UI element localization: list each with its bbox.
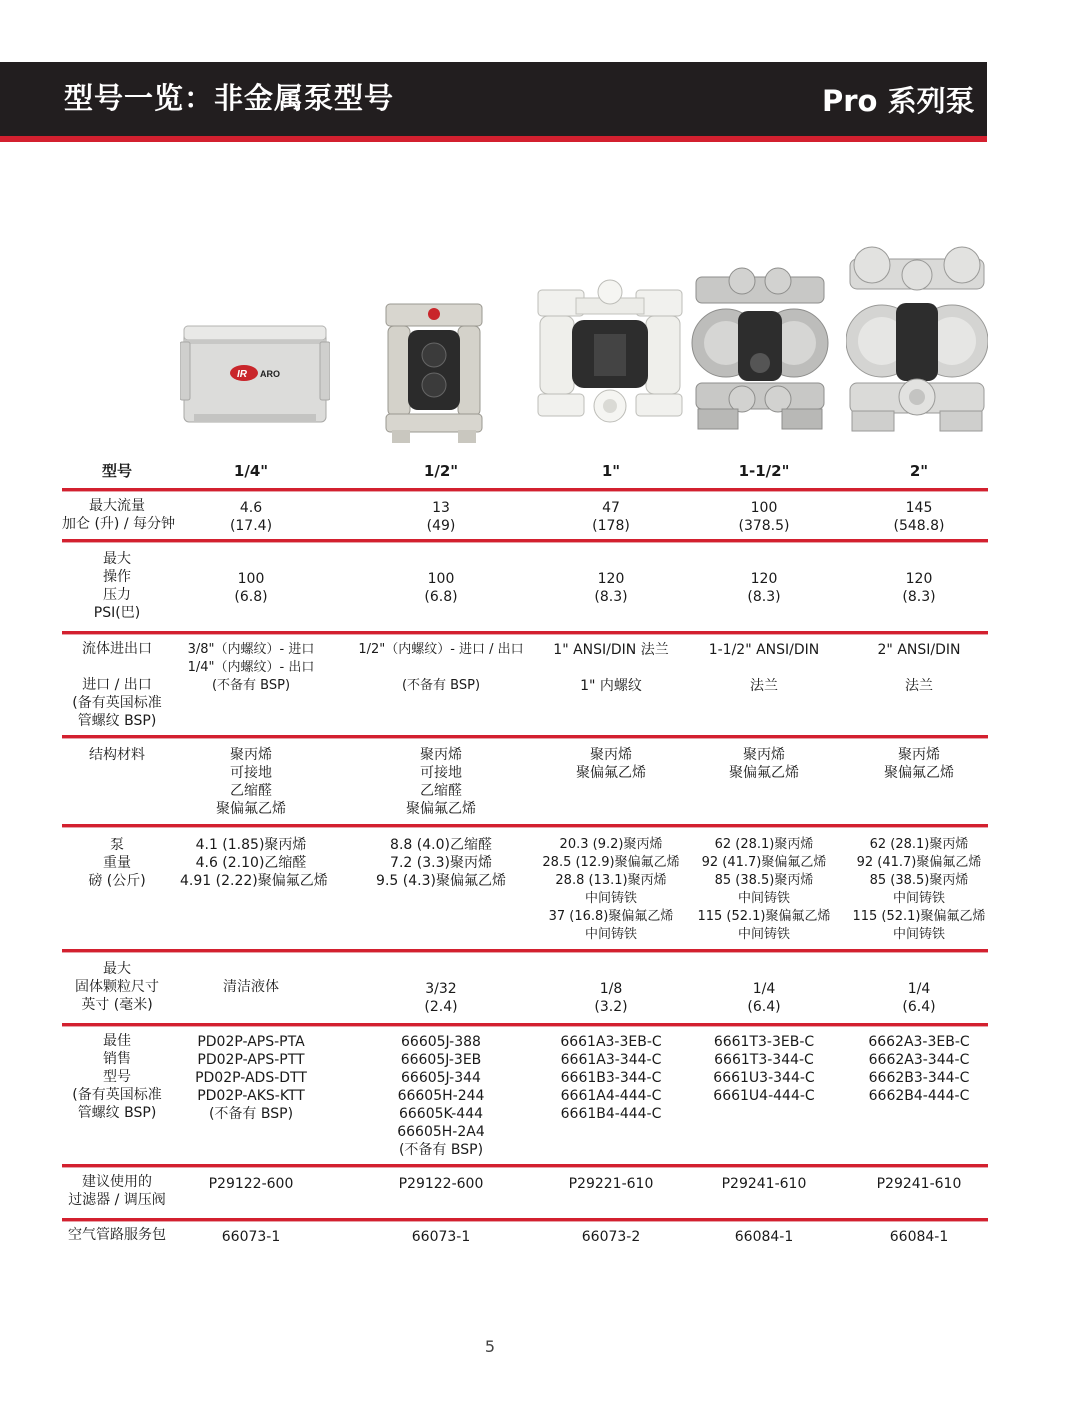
cell-pressure-quarter-inch: 100 (6.8) (234, 571, 268, 605)
row-divider (62, 1164, 988, 1167)
row-label-best-selling-models: 最佳 销售 型号 (备有英国标准 管螺纹 BSP) (72, 1033, 162, 1121)
cell-pressure-one-inch: 120 (8.3) (594, 571, 628, 605)
cell-pressure-one-and-half-inch: 120 (8.3) (747, 571, 781, 605)
cell-service-kit-one-and-half-inch: 66084-1 (734, 1229, 794, 1245)
row-label-line: 最大流量 (89, 498, 145, 514)
cell-service-kit-two-inch: 66084-1 (889, 1229, 949, 1245)
cell-pressure-two-inch: 120 (8.3) (902, 571, 936, 605)
cell-flow-one-and-half-inch: 100 (378.5) (738, 500, 790, 534)
row-label-fluid-ports: 流体进出口 进口 / 出口 (备有英国标准 管螺纹 BSP) (72, 641, 162, 729)
pump-one-inch-image (536, 278, 684, 430)
cell-weight-half-inch: 8.8 (4.0)乙缩醛 7.2 (3.3)聚丙烯 9.5 (4.3)聚偏氟乙烯 (376, 837, 506, 889)
row-label-line: 加仑 (升) / 每分钟 (62, 516, 175, 532)
cell-service-kit-quarter-inch: 66073-1 (221, 1229, 281, 1245)
column-header-two-inch: 2" (909, 462, 929, 480)
page-number: 5 (484, 1337, 496, 1356)
page-title: 型号一览：非金属泵型号 (64, 81, 395, 115)
row-divider (62, 949, 988, 952)
cell-models-half-inch: 66605J-388 66605J-3EB 66605J-344 66605H-244 66605K-444 66605H-2A4 (不备有 BSP) (397, 1034, 485, 1158)
column-header-half-inch: 1/2" (423, 462, 459, 480)
row-label-filter-regulator: 建议使用的 过滤器 / 调压阀 (68, 1174, 166, 1208)
cell-models-one-inch: 6661A3-3EB-C 6661A3-344-C 6661B3-344-C 6661A4-444-C 6661B4-444-C (560, 1034, 662, 1122)
cell-ports-one-and-half-inch: 1-1/2" ANSI/DIN 法兰 (708, 642, 820, 694)
row-divider (62, 1218, 988, 1221)
pump-quarter-inch-image (180, 318, 330, 426)
cell-weight-one-and-half-inch: 62 (28.1)聚丙烯 92 (41.7)聚偏氟乙烯 85 (38.5)聚丙烯 中间铸铁 115 (52.1)聚偏氟乙烯 中间铸铁 (697, 837, 831, 942)
cell-filter-one-inch: P29221-610 (568, 1176, 654, 1192)
row-label-max-flow (62, 497, 175, 533)
svg-text:IR: IR (237, 369, 247, 380)
cell-weight-quarter-inch: 4.1 (1.85)聚丙烯 4.6 (2.10)乙缩醛 4.91 (2.22)聚偏氟乙烯 (180, 837, 328, 889)
row-divider (62, 824, 988, 827)
cell-service-kit-half-inch: 66073-1 (411, 1229, 471, 1245)
column-header-one-and-half-inch: 1-1/2" (738, 462, 790, 480)
cell-ports-quarter-inch: 3/8"（内螺纹）- 进口 1/4"（内螺纹）- 出口 (不备有 BSP) (187, 642, 315, 693)
row-divider (62, 488, 988, 491)
cell-solids-one-and-half-inch: 1/4 (6.4) (747, 981, 781, 1015)
cell-flow-one-inch: 47 (178) (592, 500, 630, 534)
cell-materials-one-inch: 聚丙烯 聚偏氟乙烯 (576, 747, 646, 781)
cell-ports-half-inch: 1/2"（内螺纹）- 进口 / 出口 (不备有 BSP) (358, 642, 524, 693)
cell-flow-half-inch: 13 (49) (426, 500, 456, 534)
cell-materials-half-inch: 聚丙烯 可接地 乙缩醛 聚偏氟乙烯 (406, 747, 476, 817)
cell-weight-two-inch: 62 (28.1)聚丙烯 92 (41.7)聚偏氟乙烯 85 (38.5)聚丙烯 中间铸铁 115 (52.1)聚偏氟乙烯 中间铸铁 (852, 837, 986, 942)
cell-filter-one-and-half-inch: P29241-610 (721, 1176, 807, 1192)
cell-ports-two-inch: 2" ANSI/DIN 法兰 (877, 642, 961, 694)
cell-flow-quarter-inch: 4.6 (17.4) (229, 500, 273, 534)
row-label-max-pressure: 最大 操作 压力 PSI(巴) (93, 551, 141, 621)
cell-ports-one-inch: 1" ANSI/DIN 法兰 1" 内螺纹 (553, 642, 669, 694)
cell-solids-half-inch: 3/32 (2.4) (424, 981, 458, 1015)
pump-half-inch-image (378, 300, 490, 445)
cell-solids-one-inch: 1/8 (3.2) (594, 981, 628, 1015)
cell-models-one-and-half-inch: 6661T3-3EB-C 6661T3-344-C 6661U3-344-C 6661U4-444-C (713, 1034, 815, 1104)
pump-one-and-half-inch-image (690, 265, 830, 433)
cell-pressure-half-inch: 100 (6.8) (424, 571, 458, 605)
cell-filter-half-inch: P29122-600 (398, 1176, 484, 1192)
cell-weight-one-inch: 20.3 (9.2)聚丙烯 28.5 (12.9)聚偏氟乙烯 28.8 (13.1)聚丙烯 中间铸铁 37 (16.8)聚偏氟乙烯 中间铸铁 (542, 837, 680, 942)
cell-materials-quarter-inch: 聚丙烯 可接地 乙缩醛 聚偏氟乙烯 (216, 747, 286, 817)
row-label-materials: 结构材料 (89, 747, 145, 763)
cell-filter-two-inch: P29241-610 (876, 1176, 962, 1192)
column-header-quarter-inch: 1/4" (233, 462, 269, 480)
row-label-model: 型号 (101, 462, 132, 480)
cell-models-quarter-inch: PD02P-APS-PTA PD02P-APS-PTT PD02P-ADS-DTT PD02P-AKS-KTT (不备有 BSP) (195, 1034, 307, 1122)
pump-two-inch-image (846, 245, 988, 435)
column-header-one-inch: 1" (601, 462, 621, 480)
row-label-pump-weight: 泵 重量 磅 (公斤) (88, 837, 146, 889)
row-label-max-solids: 最大 固体颗粒尺寸 英寸 (毫米) (75, 961, 159, 1013)
cell-models-two-inch: 6662A3-3EB-C 6662A3-344-C 6662B3-344-C 6662B4-444-C (868, 1034, 970, 1104)
cell-service-kit-one-inch: 66073-2 (581, 1229, 641, 1245)
cell-solids-quarter-inch: 清洁液体 (223, 979, 279, 995)
row-divider (62, 735, 988, 738)
cell-materials-one-and-half-inch: 聚丙烯 聚偏氟乙烯 (729, 747, 799, 781)
cell-materials-two-inch: 聚丙烯 聚偏氟乙烯 (884, 747, 954, 781)
cell-flow-two-inch: 145 (548.8) (893, 500, 945, 534)
row-divider (62, 1023, 988, 1026)
cell-filter-quarter-inch: P29122-600 (208, 1176, 294, 1192)
cell-solids-two-inch: 1/4 (6.4) (902, 981, 936, 1015)
row-divider (62, 539, 988, 542)
row-divider (62, 631, 988, 634)
row-label-air-service-kit: 空气管路服务包 (68, 1227, 166, 1243)
series-title: Pro 系列泵 (822, 84, 975, 118)
svg-text:ARO: ARO (260, 369, 280, 379)
header-red-stripe (0, 136, 987, 142)
